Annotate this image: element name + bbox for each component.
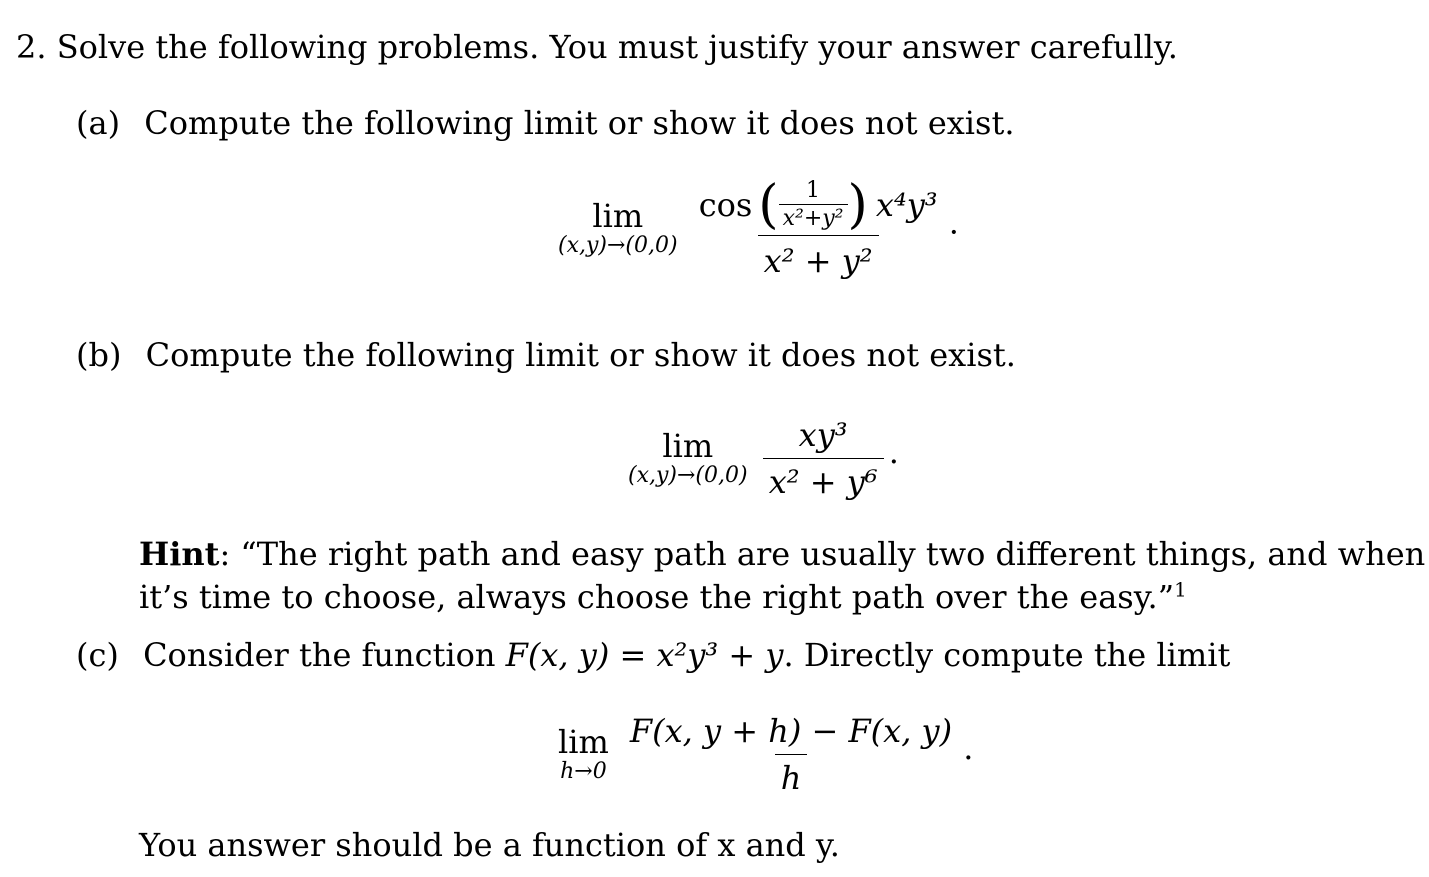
part-b-lim-sub: (x,y)→(0,0): [628, 462, 748, 488]
hint-label: Hint: [139, 535, 220, 573]
part-b-prompt: [76, 336, 1016, 374]
part-a-text: Compute the following limit or show it does not exist.: [144, 104, 1015, 142]
hint-text-1: : “The right path and easy path are usually two different things, and when: [219, 535, 1426, 573]
part-a-trail: .: [948, 203, 959, 242]
problem-header: [16, 28, 1178, 66]
part-b-fraction: [763, 416, 884, 501]
part-a-label: (a): [76, 104, 121, 142]
part-b-trail: .: [888, 433, 899, 471]
problem-number: 2.: [16, 28, 47, 66]
part-c-limit: [558, 722, 609, 785]
problem-intro: Solve the following problems. You must justify your answer carefully.: [56, 28, 1178, 66]
part-c-text-pre: Consider the function: [143, 636, 506, 674]
part-b-limit: [628, 426, 748, 489]
part-c-trail: .: [963, 729, 974, 767]
part-a-numerator: cos ( $\frac{1}{\text{x²+y²}}$ ) x⁴y³: [698, 174, 938, 235]
part-a-lim-sub: (x,y)→(0,0): [558, 233, 678, 258]
part-b-numerator: xy³: [798, 416, 848, 454]
part-a-cos: cos: [698, 185, 753, 224]
part-b-equation: [628, 416, 899, 501]
hint-line-1: [139, 535, 1425, 573]
part-b-label: (b): [76, 336, 122, 374]
part-c-lim-word: lim: [558, 722, 609, 761]
part-c-prompt: [76, 636, 1230, 674]
part-c-fraction: [624, 712, 958, 797]
hint-text-2: it’s time to choose, always choose the right path over the easy.”: [139, 578, 1175, 616]
part-c-text-post: . Directly compute the limit: [783, 636, 1231, 674]
part-c-footer: [139, 826, 840, 864]
part-c-footer-text: You answer should be a function of x and y.: [139, 826, 840, 864]
part-a-denominator: x² + y²: [758, 235, 879, 280]
part-a-num-tail: x⁴y³: [875, 185, 938, 224]
part-a-lim-word: lim: [592, 197, 644, 235]
part-a-equation: [558, 174, 959, 280]
part-a-limit: [558, 199, 678, 259]
part-c-equation: [558, 712, 973, 797]
part-b-text: Compute the following limit or show it does not exist.: [145, 336, 1016, 374]
part-b-denominator: x² + y⁶: [763, 458, 884, 501]
part-c-denominator: h: [775, 754, 808, 797]
part-a-prompt: [76, 104, 1014, 142]
hint-footnote: 1: [1174, 578, 1187, 602]
part-a-inner-fraction: [779, 178, 848, 231]
part-c-numerator: F(x, y + h) − F(x, y): [629, 712, 953, 750]
part-a-inner-den: x²+y²: [779, 204, 848, 231]
part-c-lim-sub: h→0: [560, 758, 607, 784]
hint-line-2: [139, 578, 1187, 616]
part-a-inner-num: 1: [806, 178, 821, 203]
part-c-label: (c): [76, 636, 119, 674]
part-b-lim-word: lim: [662, 426, 714, 465]
part-a-fraction: [693, 174, 944, 280]
part-c-function: F(x, y) = x²y³ + y: [505, 636, 784, 674]
